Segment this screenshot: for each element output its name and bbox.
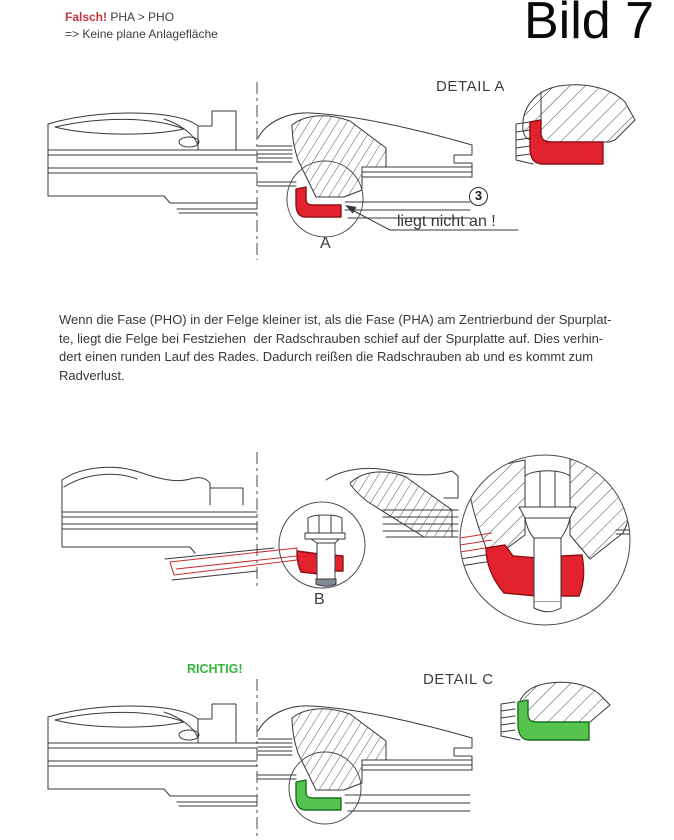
middle-assembly-drawing xyxy=(24,438,674,650)
detail-a-label: DETAIL A xyxy=(436,78,505,95)
circled-number-3: 3 xyxy=(469,187,488,206)
wheel-cross-section-tilted xyxy=(62,467,274,580)
wheel-bolt xyxy=(305,515,345,586)
leader-arrowhead xyxy=(345,205,357,214)
paragraph-line: te, liegt die Felge bei Festziehen der Radschrauben schief auf der Spurplatte auf. Dies verhin- xyxy=(59,330,604,346)
detail-c-label: DETAIL C xyxy=(423,671,494,688)
detail-c-drawing xyxy=(498,678,660,800)
paragraph-line: Radverlust. xyxy=(59,367,125,383)
paragraph-line: Wenn die Fase (PHO) in der Felge kleiner ist, als die Fase (PHA) am Zentrierbund der Spurplat- xyxy=(59,312,612,327)
view-label-a: A xyxy=(320,235,332,252)
bolt-detail-enlarged xyxy=(460,454,669,612)
falsch-consequence: => Keine plane Anlagefläche xyxy=(65,27,218,41)
page-title: Bild 7 xyxy=(524,0,655,50)
red-highlight-detail-b xyxy=(486,545,537,596)
view-label-b: B xyxy=(314,591,326,608)
bottom-assembly-drawing xyxy=(24,671,524,840)
hub-detail-section xyxy=(518,682,610,723)
hub-cross-section xyxy=(258,113,472,218)
falsch-label: Falsch! xyxy=(65,10,108,24)
hub-cross-section xyxy=(326,468,458,537)
wheel-cross-section xyxy=(48,111,257,213)
falsch-line-1 xyxy=(65,9,218,26)
wheel-cross-section xyxy=(48,704,257,806)
rim-serrations xyxy=(501,702,520,740)
detail-a-drawing xyxy=(513,80,668,190)
top-assembly-drawing xyxy=(24,78,524,270)
falsch-annotation xyxy=(65,9,218,43)
paragraph-line: dert einen runden Lauf des Rades. Dadurch reißen die Radschrauben ab und es kommt zum xyxy=(59,349,594,364)
red-highlight-bolt-seat xyxy=(297,551,319,574)
body-paragraph xyxy=(59,311,612,385)
callout-liegt-nicht-an: liegt nicht an ! xyxy=(397,213,496,230)
richtig-label: RICHTIG! xyxy=(187,662,243,676)
falsch-condition: PHA > PHO xyxy=(110,10,175,24)
